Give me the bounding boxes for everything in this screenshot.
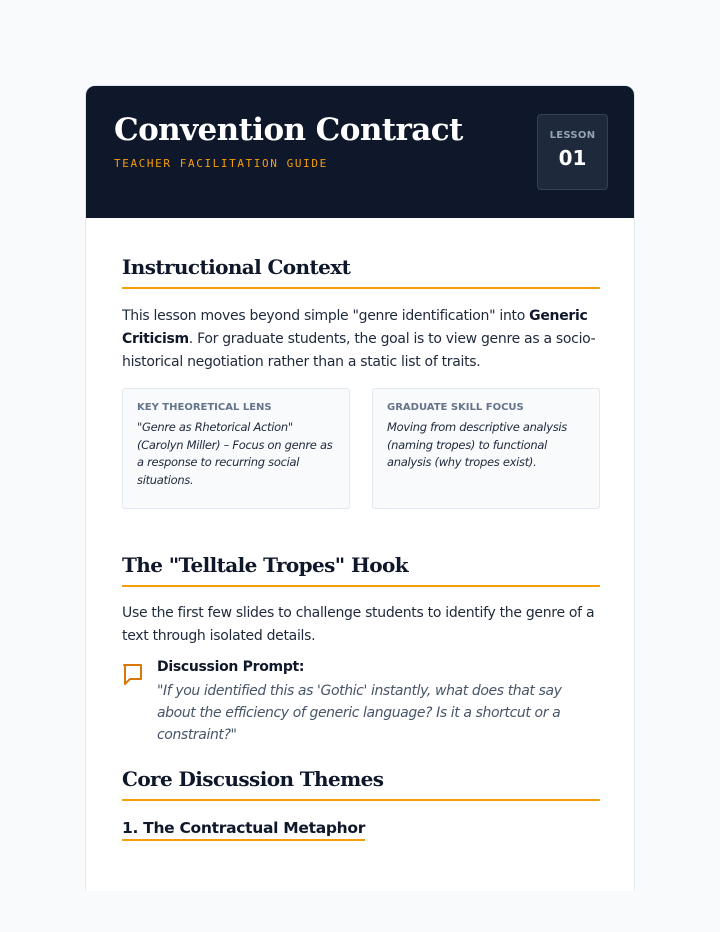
section-title-telltale-tropes: The "Telltale Tropes" Hook: [122, 553, 600, 587]
lesson-card: [85, 85, 635, 891]
paragraph-text: . For graduate students, the goal is to view genre as a socio-historical negotiation rather than a static list of traits.: [122, 331, 596, 370]
paragraph-text: This lesson moves beyond simple "genre identification" into: [122, 308, 530, 324]
lesson-label: LESSON: [549, 130, 596, 141]
discussion-prompt-text: "If you identified this as 'Gothic' instantly, what does that say about the efficiency of generic language? Is it a shortcut or a constraint?": [157, 683, 562, 743]
info-box-skill-focus: [372, 388, 600, 509]
info-box-label: GRADUATE SKILL FOCUS: [387, 402, 524, 413]
instructional-context-paragraph: [122, 305, 600, 374]
info-box-theoretical-lens: [122, 388, 350, 509]
info-box-text: Moving from descriptive analysis (naming tropes) to functional analysis (why tropes exist).: [387, 420, 567, 469]
page-subtitle: TEACHER FACILITATION GUIDE: [114, 157, 328, 170]
page-title: Convention Contract: [114, 112, 463, 148]
info-box-text: "Genre as Rhetorical Action" (Carolyn Miller) – Focus on genre as a response to recurring social situations.: [137, 420, 333, 487]
lesson-badge: [537, 114, 608, 190]
speech-bubble-icon: [122, 663, 144, 687]
discussion-prompt-title: Discussion Prompt:: [157, 659, 305, 675]
guide-header: [86, 86, 634, 218]
lesson-number: 01: [558, 146, 587, 170]
telltale-tropes-paragraph: Use the first few slides to challenge students to identify the genre of a text through isolated details.: [122, 605, 595, 644]
subheading-contractual-metaphor: 1. The Contractual Metaphor: [122, 818, 365, 841]
section-title-core-themes: Core Discussion Themes: [122, 767, 600, 801]
section-title-instructional-context: Instructional Context: [122, 255, 600, 289]
info-box-label: KEY THEORETICAL LENS: [137, 402, 272, 413]
paragraph-bold-term: Generic Criticism: [122, 308, 588, 347]
